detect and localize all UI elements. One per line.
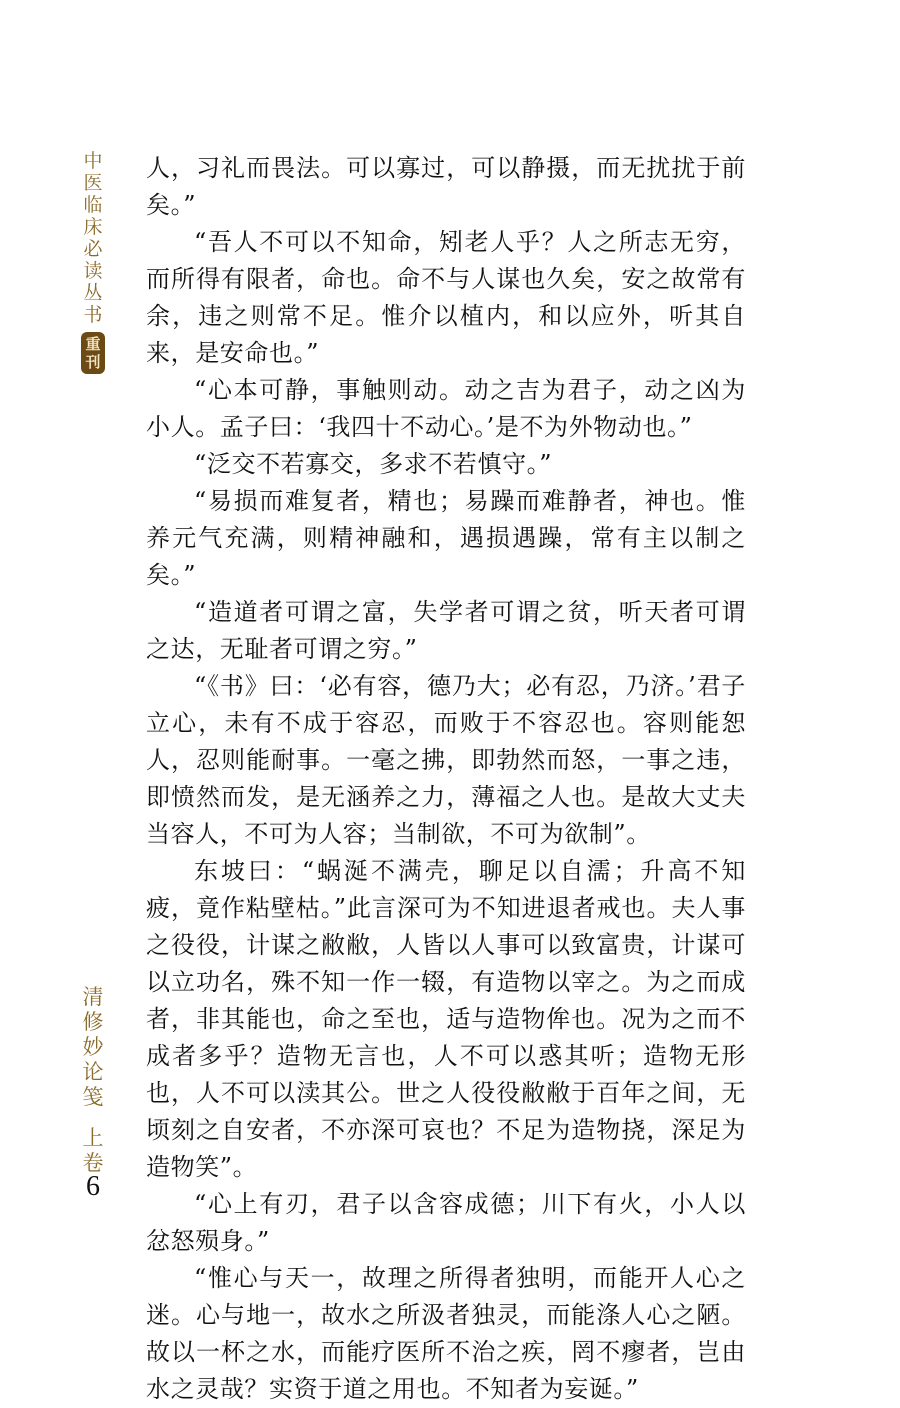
- series-title-char: 临: [83, 194, 103, 216]
- page-number: 6: [86, 1171, 100, 1202]
- paragraph: “泛交不若寡交，多求不若慎守。”: [194, 450, 553, 478]
- paragraph: “心本可静，事触则动。动之吉为君子，动之凶为小人。孟子曰：‘我四十不动心。’是不为外物动也。”: [146, 376, 746, 441]
- book-title-char: 论: [82, 1060, 104, 1084]
- paragraph: “易损而难复者，精也；易躁而难静者，神也。惟养元气充满，则精神融和，遇损遇躁，常有主以制之矣。”: [146, 487, 746, 589]
- book-title-char: 修: [82, 1010, 104, 1034]
- seal-char: 重: [85, 335, 101, 353]
- book-title-vertical: [76, 985, 110, 1176]
- series-title-char: 书: [83, 304, 103, 326]
- reprint-seal: [81, 332, 105, 374]
- series-title-char: 中: [83, 150, 103, 172]
- paragraph: “造道者可谓之富，失学者可谓之贫，听天者可谓之达，无耻者可谓之穷。”: [146, 598, 746, 663]
- series-title-char: 必: [83, 238, 103, 260]
- paragraph: “惟心与天一，故理之所得者独明，而能开人心之迷。心与地一，故水之所汲者独灵，而能涤人心之陋。故以一杯之水，而能疗医所不治之疾，罔不瘳者，岂由水之灵哉？实资于道之用也。不知者为妄诞。”: [146, 1264, 746, 1403]
- series-title-char: 丛: [83, 282, 103, 304]
- paragraph: “吾人不可以不知命，矧老人乎？人之所志无穷，而所得有限者，命也。命不与人谋也久矣，安之故常有余，违之则常不足。惟介以植内，和以应外，听其自来，是安命也。”: [146, 228, 746, 367]
- paragraph: 人，习礼而畏法。可以寡过，可以静摄，而无扰扰于前矣。”: [146, 154, 746, 219]
- volume-char: 卷: [82, 1151, 104, 1175]
- series-title-char: 床: [83, 216, 103, 238]
- book-title-char: 妙: [82, 1035, 104, 1059]
- book-title-char: 清: [82, 985, 104, 1009]
- seal-char: 刊: [85, 353, 101, 371]
- paragraph: “《书》曰：‘必有容，德乃大；必有忍，乃济。’君子立心，未有不成于容忍，而败于不容忍也。容则能恕人，忍则能耐事。一毫之拂，即勃然而怒，一事之违，即愤然而发，是无涵养之力，薄福之人也。是故大丈夫当容人，不可为人容；当制欲，不可为欲制”。: [146, 672, 746, 848]
- series-title-vertical: [76, 150, 110, 374]
- main-text: [146, 150, 746, 1408]
- paragraph: 东坡曰：“蜗涎不满壳，聊足以自濡；升高不知疲，竟作粘壁枯。”此言深可为不知进退者戒也。夫人事之役役，计谋之敝敝，人皆以人事可以致富贵，计谋可以立功名，殊不知一作一辍，有造物以宰之。为之而成者，非其能也，命之至也，适与造物侔也。况为之而不成者多乎？造物无言也，人不可以惑其听；造物无形也，人不可以渎其公。世之人役役敝敝于百年之间，无顷刻之自安者，不亦深可哀也？不足为造物挠，深足为造物笑”。: [146, 857, 746, 1181]
- paragraph: “心上有刃，君子以含容成德；川下有火，小人以忿怒殒身。”: [146, 1190, 746, 1255]
- book-title-char: 笺: [82, 1085, 104, 1109]
- series-title-char: 医: [83, 172, 103, 194]
- series-title-char: 读: [83, 260, 103, 282]
- volume-char: 上: [82, 1126, 104, 1150]
